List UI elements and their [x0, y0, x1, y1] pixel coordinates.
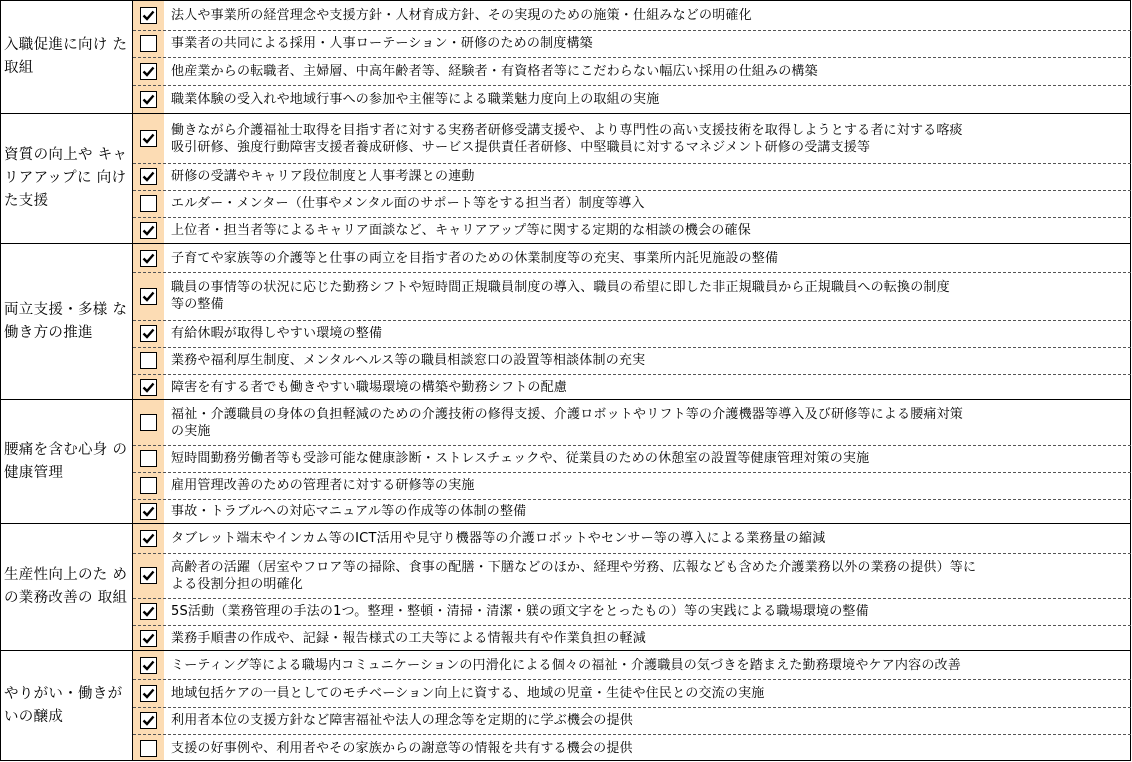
checkmark-icon — [142, 687, 155, 700]
checkmark-icon — [142, 505, 155, 518]
checkmark-icon — [142, 632, 155, 645]
item-text: 職業体験の受入れや地域行事への参加や主催等による職業魅力度向上の取組の実施 — [171, 92, 660, 107]
checkbox[interactable] — [140, 477, 157, 494]
checkbox[interactable] — [140, 657, 157, 674]
checkbox[interactable] — [140, 530, 157, 547]
item-text: ミーティング等による職場内コミュニケーションの円滑化による個々の福祉・介護職員の気づきを踏まえた勤務環境やケア内容の改善 — [171, 658, 961, 673]
item-text: 支援の好事例や、利用者やその家族からの謝意等の情報を共有する機会の提供 — [171, 741, 633, 756]
item-text: 地域包括ケアの一員としてのモチベーション向上に資する、地域の児童・生徒や住民との交流の実施 — [171, 686, 765, 701]
checkbox[interactable] — [140, 450, 157, 467]
checkbox[interactable] — [140, 567, 157, 584]
checkbox[interactable] — [140, 630, 157, 647]
checkmark-icon — [142, 532, 155, 545]
category-text: 入職促進に向け た取組 — [4, 37, 128, 76]
checkmark-icon — [142, 605, 155, 618]
item-text: 研修の受講やキャリア段位制度と人事考課との連動 — [171, 169, 475, 184]
item-text: 事故・トラブルへの対応マニュアル等の作成等の体制の整備 — [171, 504, 527, 519]
group-work-style — [0, 243, 1131, 399]
item-text: 子育てや家族等の介護等と仕事の両立を目指す者のための休業制度等の充実、事業所内託児施設の整備 — [171, 251, 779, 266]
category-text: 資質の向上や キャリアアップに 向けた支援 — [4, 147, 128, 209]
item-text: 法人や事業所の経営理念や支援方針・人材育成方針、その実現のための施策・仕組みなどの明確化 — [171, 8, 752, 23]
item-text: 業務や福利厚生制度、メンタルヘルス等の職員相談窓口の設置等相談体制の充実 — [171, 353, 646, 368]
checkbox[interactable] — [140, 712, 157, 729]
checkbox[interactable] — [140, 222, 157, 239]
group-health — [0, 399, 1131, 523]
item-text: 雇用管理改善のための管理者に対する研修等の実施 — [171, 478, 475, 493]
item-text: 福祉・介護職員の身体の負担軽減のための介護技術の修得支援、介護ロボットやリフト等の介護機器等導入及び研修等による腰痛対策 の実施 — [171, 407, 964, 439]
checkbox[interactable] — [140, 740, 157, 757]
checkbox[interactable] — [140, 603, 157, 620]
checkbox[interactable] — [140, 352, 157, 369]
item-text: 事業者の共同による採用・人事ローテーション・研修のための制度構築 — [171, 36, 593, 51]
checkbox[interactable] — [140, 7, 157, 24]
checkbox[interactable] — [140, 130, 157, 147]
checkbox[interactable] — [140, 379, 157, 396]
checkbox[interactable] — [140, 288, 157, 305]
item-text: 職員の事情等の状況に応じた勤務シフトや短時間正規職員制度の導入、職員の希望に即した非正規職員から正規職員への転換の制度 等の整備 — [171, 280, 950, 312]
category-label — [0, 1, 133, 113]
item-text: タブレット端末やインカム等のICT活用や見守り機器等の介護ロボットやセンサー等の導入による業務量の縮減 — [171, 531, 826, 546]
checkmark-icon — [142, 327, 155, 340]
category-text: 生産性向上のた めの業務改善の 取組 — [4, 567, 128, 606]
item-text: エルダー・メンター（仕事やメンタル面のサポート等をする担当者）制度等導入 — [171, 196, 645, 211]
category-label — [0, 244, 133, 399]
category-text: 両立支援・多様 な働き方の推進 — [4, 301, 128, 341]
category-label — [0, 400, 133, 523]
checkbox[interactable] — [140, 35, 157, 52]
checkmark-icon — [142, 381, 155, 394]
item-text: 利用者本位の支援方針など障害福祉や法人の理念等を定期的に学ぶ機会の提供 — [171, 713, 634, 728]
category-text: 腰痛を含む心身 の健康管理 — [4, 441, 128, 481]
checkbox[interactable] — [140, 503, 157, 520]
item-text: 5S活動（業務管理の手法の1つ。整理・整頓・清掃・清潔・躾の頭文字をとったもの）等の実践による職場環境の整備 — [171, 604, 869, 619]
checkmark-icon — [142, 93, 155, 106]
item-text: 他産業からの転職者、主婦層、中高年齢者等、経験者・有資格者等にこだわらない幅広い採用の仕組みの構築 — [171, 64, 818, 79]
checkbox[interactable] — [140, 250, 157, 267]
checkbox[interactable] — [140, 195, 157, 212]
checkmark-icon — [142, 659, 155, 672]
checkbox[interactable] — [140, 325, 157, 342]
category-label — [0, 524, 133, 650]
group-career — [0, 113, 1131, 243]
category-label — [0, 651, 133, 760]
checkbox[interactable] — [140, 685, 157, 702]
checkmark-icon — [142, 132, 155, 145]
checkmark-icon — [142, 224, 155, 237]
item-text: 働きながら介護福祉士取得を目指す者に対する実務者研修受講支援や、より専門性の高い支援技術を取得しようとする者に対する喀痰 吸引研修、強度行動障害支援者養成研修、サービス提供責任者研修、中堅職員に対するマネジメント研修の受講支援等 — [171, 123, 963, 155]
group-motivation — [0, 650, 1131, 761]
item-text: 高齢者の活躍（居室やフロア等の掃除、食事の配膳・下膳などのほか、経理や労務、広報なども含めた介護業務以外の業務の提供）等に よる役割分担の明確化 — [171, 560, 977, 592]
checkmark-icon — [142, 170, 155, 183]
category-label — [0, 114, 133, 243]
checkbox[interactable] — [140, 414, 157, 431]
item-text: 有給休暇が取得しやすい環境の整備 — [171, 326, 383, 341]
group-hiring — [0, 0, 1131, 113]
checkmark-icon — [142, 9, 155, 22]
checkbox[interactable] — [140, 168, 157, 185]
checkmark-icon — [142, 252, 155, 265]
checkmark-icon — [142, 65, 155, 78]
checkbox[interactable] — [140, 91, 157, 108]
item-text: 業務手順書の作成や、記録・報告様式の工夫等による情報共有や作業負担の軽減 — [171, 631, 646, 646]
item-text: 上位者・担当者等によるキャリア面談など、キャリアアップ等に関する定期的な相談の機会の確保 — [171, 223, 751, 238]
checkmark-icon — [142, 714, 155, 727]
checkbox[interactable] — [140, 63, 157, 80]
item-text: 短時間勤務労働者等も受診可能な健康診断・ストレスチェックや、従業員のための休憩室の設置等健康管理対策の実施 — [171, 451, 870, 466]
checkmark-icon — [142, 290, 155, 303]
category-text: やりがい・働きが いの醸成 — [4, 685, 123, 725]
checkmark-icon — [142, 569, 155, 582]
item-text: 障害を有する者でも働きやすい職場環境の構築や勤務シフトの配慮 — [171, 380, 568, 395]
group-productivity — [0, 523, 1131, 650]
